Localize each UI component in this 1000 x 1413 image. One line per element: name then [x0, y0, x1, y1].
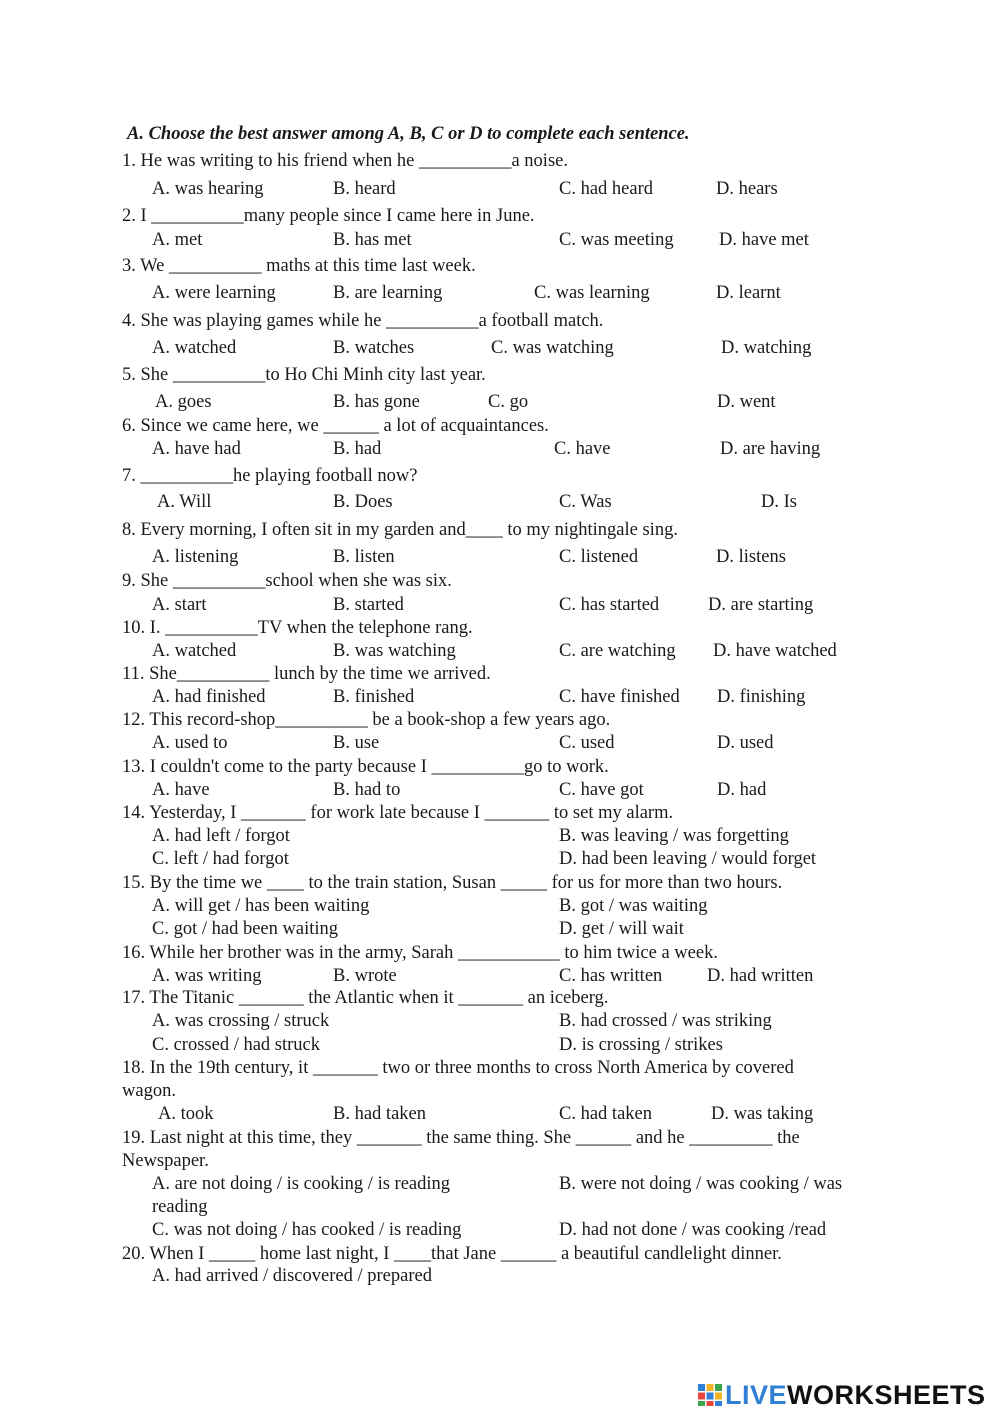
option-6c[interactable]: C. have [554, 439, 611, 459]
option-15a[interactable]: A. will get / has been waiting [152, 896, 370, 916]
option-1b[interactable]: B. heard [333, 179, 396, 199]
liveworksheets-logo-icon [697, 1382, 723, 1408]
option-19d[interactable]: D. had not done / was cooking /read [559, 1220, 827, 1240]
option-17c[interactable]: C. crossed / had struck [152, 1035, 321, 1055]
option-15b[interactable]: B. got / was waiting [559, 896, 708, 916]
option-17a[interactable]: A. was crossing / struck [152, 1011, 330, 1031]
option-3b[interactable]: B. are learning [333, 283, 443, 303]
option-6a[interactable]: A. have had [152, 439, 241, 459]
question-13: 13. I couldn't come to the party because I __________go to work. [122, 757, 609, 777]
option-4d[interactable]: D. watching [721, 338, 812, 358]
question-14: 14. Yesterday, I _______ for work late because I _______ to set my alarm. [122, 803, 674, 823]
option-4c[interactable]: C. was watching [491, 338, 614, 358]
option-3c[interactable]: C. was learning [534, 283, 650, 303]
option-2a[interactable]: A. met [152, 230, 203, 250]
option-7a[interactable]: A. Will [157, 492, 212, 512]
question-17: 17. The Titanic _______ the Atlantic when it _______ an iceberg. [122, 988, 609, 1008]
question-12: 12. This record-shop__________ be a book-shop a few years ago. [122, 710, 611, 730]
option-13c[interactable]: C. have got [559, 780, 644, 800]
option-5b[interactable]: B. has gone [333, 392, 420, 412]
option-9b[interactable]: B. started [333, 595, 404, 615]
option-14a[interactable]: A. had left / forgot [152, 826, 290, 846]
option-11c[interactable]: C. have finished [559, 687, 680, 707]
option-1d[interactable]: D. hears [716, 179, 778, 199]
option-10a[interactable]: A. watched [152, 641, 237, 661]
option-18d[interactable]: D. was taking [711, 1104, 814, 1124]
option-16d[interactable]: D. had written [707, 966, 814, 986]
question-11: 11. She__________ lunch by the time we arrived. [122, 664, 491, 684]
question-19: 19. Last night at this time, they _______ the same thing. She ______ and he _________ the [122, 1128, 800, 1148]
option-4a[interactable]: A. watched [152, 338, 237, 358]
option-19b[interactable]: B. were not doing / was cooking / was [559, 1174, 843, 1194]
question-7: 7. __________he playing football now? [122, 466, 418, 486]
question-19-cont: Newspaper. [122, 1151, 209, 1171]
option-5a[interactable]: A. goes [155, 392, 212, 412]
option-1a[interactable]: A. was hearing [152, 179, 264, 199]
option-7d[interactable]: D. Is [761, 492, 797, 512]
question-5: 5. She __________to Ho Chi Minh city last year. [122, 365, 486, 385]
question-10: 10. I. __________TV when the telephone rang. [122, 618, 473, 638]
option-3d[interactable]: D. learnt [716, 283, 781, 303]
option-11d[interactable]: D. finishing [717, 687, 806, 707]
option-3a[interactable]: A. were learning [152, 283, 276, 303]
question-20: 20. When I _____ home last night, I ____that Jane ______ a beautiful candlelight dinner. [122, 1244, 782, 1264]
question-15: 15. By the time we ____ to the train station, Susan _____ for us for more than two hours. [122, 873, 783, 893]
question-18: 18. In the 19th century, it _______ two or three months to cross North America by covered [122, 1058, 794, 1078]
option-11b[interactable]: B. finished [333, 687, 415, 707]
option-16c[interactable]: C. has written [559, 966, 663, 986]
option-5d[interactable]: D. went [717, 392, 776, 412]
option-12b[interactable]: B. use [333, 733, 380, 753]
option-7b[interactable]: B. Does [333, 492, 393, 512]
question-3: 3. We __________ maths at this time last week. [122, 256, 476, 276]
option-9a[interactable]: A. start [152, 595, 207, 615]
option-17d[interactable]: D. is crossing / strikes [559, 1035, 723, 1055]
option-12d[interactable]: D. used [717, 733, 774, 753]
option-6d[interactable]: D. are having [720, 439, 821, 459]
option-19c[interactable]: C. was not doing / has cooked / is reading [152, 1220, 462, 1240]
option-16a[interactable]: A. was writing [152, 966, 262, 986]
option-14d[interactable]: D. had been leaving / would forget [559, 849, 817, 869]
option-6b[interactable]: B. had [333, 439, 382, 459]
option-8b[interactable]: B. listen [333, 547, 395, 567]
liveworksheets-logo [697, 1378, 986, 1412]
option-5c[interactable]: C. go [488, 392, 529, 412]
option-18b[interactable]: B. had taken [333, 1104, 426, 1124]
option-10d[interactable]: D. have watched [713, 641, 837, 661]
option-15c[interactable]: C. got / had been waiting [152, 919, 338, 939]
option-10b[interactable]: B. was watching [333, 641, 456, 661]
question-16: 16. While her brother was in the army, Sarah ___________ to him twice a week. [122, 943, 718, 963]
option-8a[interactable]: A. listening [152, 547, 239, 567]
option-10c[interactable]: C. are watching [559, 641, 676, 661]
option-11a[interactable]: A. had finished [152, 687, 266, 707]
question-4: 4. She was playing games while he __________a football match. [122, 311, 604, 331]
option-19a[interactable]: A. are not doing / is cooking / is reading [152, 1174, 451, 1194]
option-8d[interactable]: D. listens [716, 547, 786, 567]
option-14b[interactable]: B. was leaving / was forgetting [559, 826, 789, 846]
option-12c[interactable]: C. used [559, 733, 615, 753]
question-1: 1. He was writing to his friend when he __________a noise. [122, 151, 568, 171]
option-13b[interactable]: B. had to [333, 780, 401, 800]
option-4b[interactable]: B. watches [333, 338, 415, 358]
option-19b-cont: reading [152, 1197, 208, 1217]
option-1c[interactable]: C. had heard [559, 179, 654, 199]
option-2c[interactable]: C. was meeting [559, 230, 674, 250]
option-7c[interactable]: C. Was [559, 492, 612, 512]
question-8: 8. Every morning, I often sit in my garden and____ to my nightingale sing. [122, 520, 678, 540]
option-9d[interactable]: D. are starting [708, 595, 814, 615]
option-8c[interactable]: C. listened [559, 547, 639, 567]
option-20a[interactable]: A. had arrived / discovered / prepared [152, 1266, 432, 1286]
question-9: 9. She __________school when she was six. [122, 571, 452, 591]
question-2: 2. I __________many people since I came here in June. [122, 206, 535, 226]
option-18a[interactable]: A. took [158, 1104, 214, 1124]
option-15d[interactable]: D. get / will wait [559, 919, 684, 939]
liveworksheets-logo-text: LIVEWORKSHEETS [725, 1380, 986, 1410]
option-9c[interactable]: C. has started [559, 595, 660, 615]
option-16b[interactable]: B. wrote [333, 966, 397, 986]
option-2d[interactable]: D. have met [719, 230, 809, 250]
option-14c[interactable]: C. left / had forgot [152, 849, 289, 869]
question-6: 6. Since we came here, we ______ a lot of acquaintances. [122, 416, 549, 436]
option-13a[interactable]: A. have [152, 780, 210, 800]
option-2b[interactable]: B. has met [333, 230, 412, 250]
option-17b[interactable]: B. had crossed / was striking [559, 1011, 772, 1031]
option-18c[interactable]: C. had taken [559, 1104, 652, 1124]
section-heading: A. Choose the best answer among A, B, C or D to complete each sentence. [127, 124, 690, 144]
question-18-cont: wagon. [122, 1081, 176, 1101]
option-13d[interactable]: D. had [717, 780, 767, 800]
option-12a[interactable]: A. used to [152, 733, 228, 753]
